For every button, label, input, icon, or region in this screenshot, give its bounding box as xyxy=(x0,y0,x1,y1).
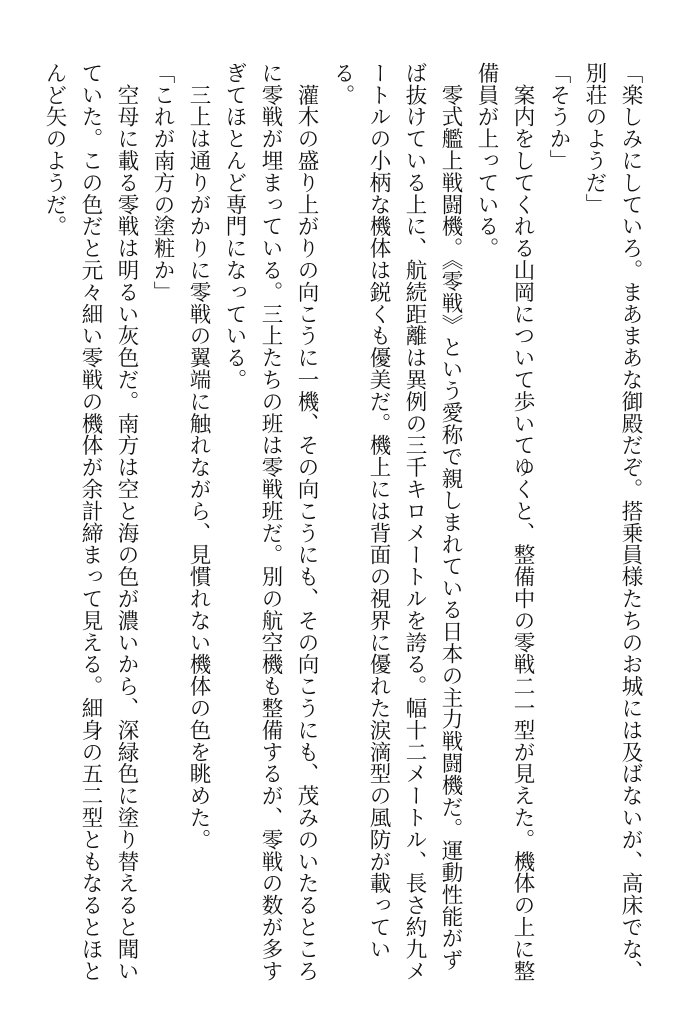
text-line: 備員が上っている。 xyxy=(474,62,499,260)
text-line: 「楽しみにしていろ。まあまあな御殿だぞ。搭乗員様たちのお城には及ばないが、高床でな、 xyxy=(618,62,643,982)
text-line: ば抜けている上に、航続距離は異例の三千キロメートルを誇る。幅十二メートル、長さ約九メ xyxy=(402,62,427,982)
text-line: る。 xyxy=(330,62,355,106)
text-line: 別荘のようだ」 xyxy=(582,62,607,216)
text-line: ートルの小柄な機体は鋭くも優美だ。機上には背面の視界に優れた涙滴型の風防が載ってい xyxy=(366,62,391,960)
text-line: 三上は通りがかりに零戦の翼端に触れながら、見慣れない機体の色を眺めた。 xyxy=(186,62,211,851)
text-line: 灌木の盛り上がりの向こうに一機、その向こうにも、その向こうにも、茂みのいたるところ xyxy=(294,62,319,982)
text-line: に零戦が埋まっている。三上たちの班は零戦班だ。別の航空機も整備するが、零戦の数が多す xyxy=(258,62,283,982)
text-line: 「これが南方の塗粧か」 xyxy=(150,62,175,303)
text-line: ていた。この色だと元々細い零戦の機体が余計締まって見える。細身の五二型ともなるとほと xyxy=(78,62,103,982)
vertical-text-body xyxy=(36,62,648,982)
text-line: んど矢のようだ。 xyxy=(42,62,67,238)
text-line: 「そうか」 xyxy=(546,62,571,172)
text-line: 案内をしてくれる山岡について歩いてゆくと、整備中の零戦二一型が見えた。機体の上に整 xyxy=(510,62,535,982)
text-line: ぎてほとんど専門になっている。 xyxy=(222,62,247,391)
text-line: 零式艦上戦闘機。《零戦》という愛称で親しまれている日本の主力戦闘機だ。運動性能がず xyxy=(438,62,463,972)
text-line: 空母に載る零戦は明るい灰色だ。南方は空と海の色が濃いから、深緑色に塗り替えると聞い xyxy=(114,62,139,982)
